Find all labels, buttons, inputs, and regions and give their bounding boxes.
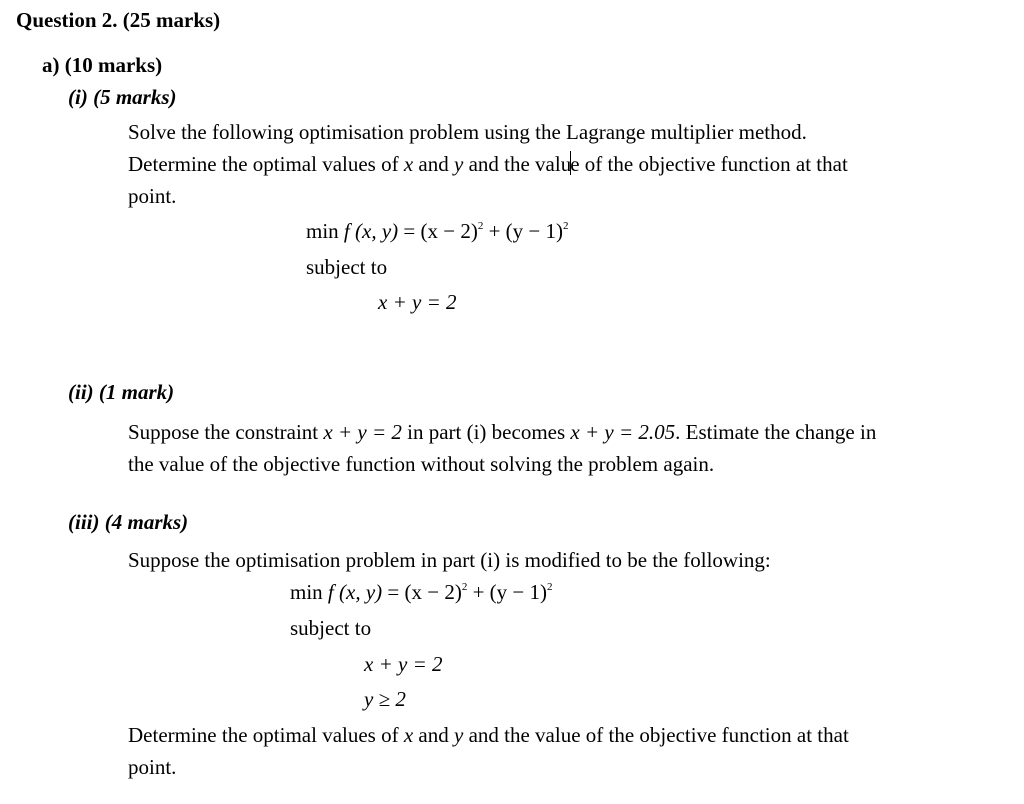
part-a-iii-text	[128, 719, 849, 783]
part-a-heading: a) (10 marks)	[42, 53, 163, 77]
part-a-i-constraint: x + y = 2	[378, 290, 457, 314]
part-a-i-text	[128, 116, 848, 212]
part-a-i-heading: (i) (5 marks)	[68, 85, 177, 109]
question-title: Question 2. (25 marks)	[16, 8, 221, 32]
part-a-ii-text	[128, 416, 876, 480]
part-a-ii-line2: the value of the objective function without solving the problem again.	[128, 452, 715, 476]
part-a-iii-line2: point.	[128, 755, 177, 779]
part-a-iii-intro: Suppose the optimisation problem in part (i) is modified to be the following:	[128, 548, 771, 572]
part-a-i-subject-to: subject to	[306, 255, 388, 279]
part-a-i-line3: point.	[128, 184, 177, 208]
part-a-i-line2: Determine the optimal values of x and y and the value of the objective function at that	[128, 152, 848, 176]
part-a-ii-line1: Suppose the constraint x + y = 2 in part (i) becomes x + y = 2.05. Estimate the change in	[128, 420, 877, 444]
part-a-iii-constraint-1: x + y = 2	[364, 652, 443, 676]
part-a-iii-constraint-2: y ≥ 2	[364, 687, 406, 711]
part-a-iii-heading: (iii) (4 marks)	[68, 510, 189, 534]
part-a-i-objective: min f (x, $y) = (x - 2)^2 + (y - 1)^2$	[306, 219, 569, 243]
part-a-iii-line1: Determine the optimal values of x and y and the value of the objective function at that	[128, 723, 849, 747]
part-a-i-line1: Solve the following optimisation problem using the Lagrange multiplier method.	[128, 120, 807, 144]
part-a-iii-objective: min f (x, $y) = (x - 2)^2 + (y - 1)^2$	[290, 580, 553, 604]
part-a-iii-subject-to: subject to	[290, 616, 372, 640]
part-a-ii-heading: (ii) (1 mark)	[68, 380, 175, 404]
